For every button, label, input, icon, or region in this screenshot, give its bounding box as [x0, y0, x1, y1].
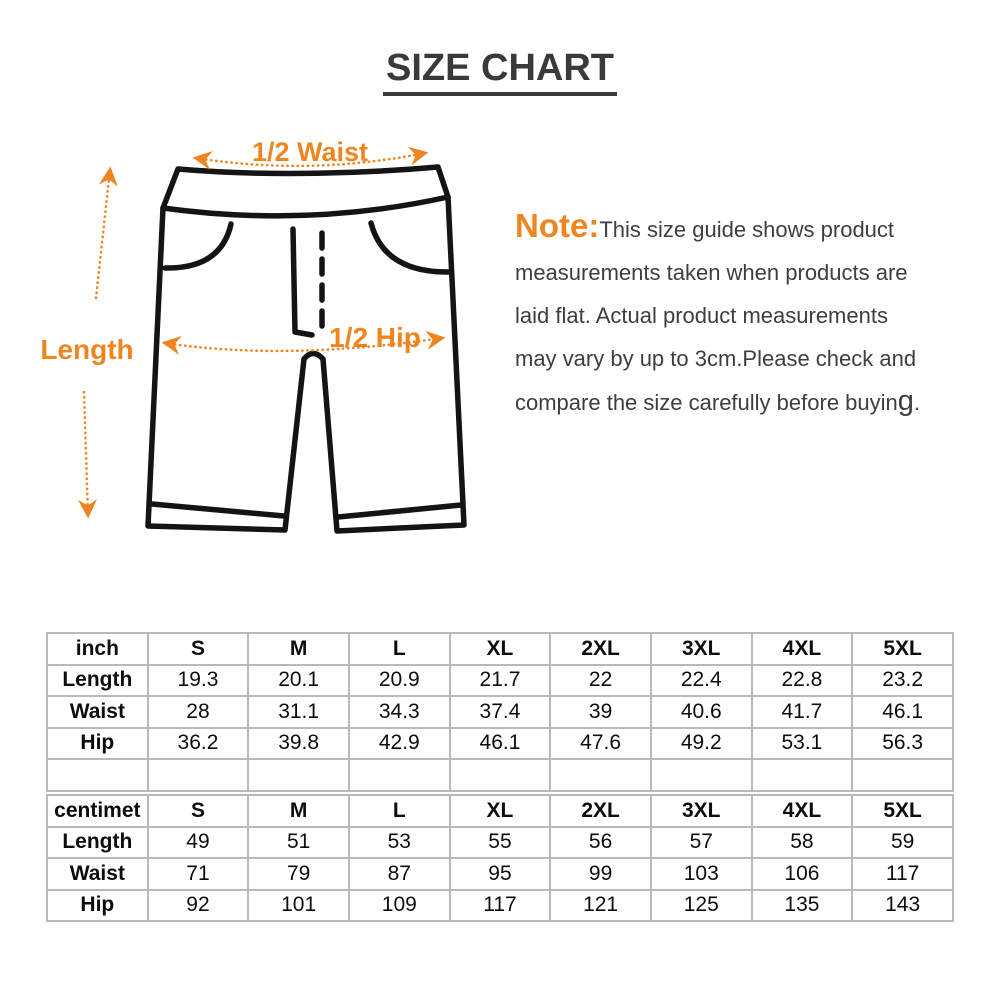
note-line [515, 380, 975, 424]
value-cell: 135 [752, 890, 853, 922]
value-cell: 125 [651, 890, 752, 922]
empty-cell [248, 759, 349, 791]
length-arrow-bottom [84, 392, 88, 515]
value-cell: 46.1 [450, 728, 551, 760]
value-cell: 20.9 [349, 665, 450, 697]
note-text: g [897, 385, 914, 417]
value-cell: 51 [248, 827, 349, 859]
table-empty-row [47, 759, 953, 791]
value-cell: 40.6 [651, 696, 752, 728]
size-header-cell: S [148, 633, 249, 665]
value-cell: 117 [450, 890, 551, 922]
value-cell: 71 [148, 858, 249, 890]
table-row [47, 827, 953, 859]
value-cell: 87 [349, 858, 450, 890]
empty-cell [148, 759, 249, 791]
empty-cell [47, 759, 148, 791]
row-label-cell: Length [47, 827, 148, 859]
value-cell: 39.8 [248, 728, 349, 760]
left-cuff-line [152, 504, 284, 516]
size-header-cell: XL [450, 633, 551, 665]
note-line [515, 204, 975, 251]
value-cell: 22.4 [651, 665, 752, 697]
right-pocket-line [371, 223, 450, 272]
value-cell: 99 [550, 858, 651, 890]
page-title: SIZE CHART [383, 47, 617, 96]
empty-cell [852, 759, 953, 791]
value-cell: 103 [651, 858, 752, 890]
value-cell: 53 [349, 827, 450, 859]
size-header-cell: 4XL [752, 633, 853, 665]
value-cell: 34.3 [349, 696, 450, 728]
table-row [47, 890, 953, 922]
value-cell: 36.2 [148, 728, 249, 760]
table-header-row [47, 795, 953, 827]
unit-cell: inch [47, 633, 148, 665]
value-cell: 53.1 [752, 728, 853, 760]
value-cell: 109 [349, 890, 450, 922]
size-header-cell: 2XL [550, 633, 651, 665]
value-cell: 106 [752, 858, 853, 890]
value-cell: 37.4 [450, 696, 551, 728]
empty-cell [349, 759, 450, 791]
size-header-cell: XL [450, 795, 551, 827]
value-cell: 56.3 [852, 728, 953, 760]
value-cell: 95 [450, 858, 551, 890]
note-line: may vary by up to 3cm.Please check and [515, 346, 917, 371]
size-table-cm [46, 794, 954, 922]
value-cell: 22 [550, 665, 651, 697]
right-cuff-line [338, 505, 461, 517]
value-cell: 42.9 [349, 728, 450, 760]
value-cell: 19.3 [148, 665, 249, 697]
size-header-cell: 5XL [852, 633, 953, 665]
row-label-cell: Hip [47, 890, 148, 922]
row-label-cell: Waist [47, 696, 148, 728]
table-header-row [47, 633, 953, 665]
table-row [47, 665, 953, 697]
waist-label: 1/2 Waist [251, 137, 369, 167]
size-header-cell: 5XL [852, 795, 953, 827]
value-cell: 79 [248, 858, 349, 890]
size-header-cell: L [349, 633, 450, 665]
note-text: compare the size carefully before buyin [515, 390, 898, 415]
size-header-cell: 4XL [752, 795, 853, 827]
note-block [515, 204, 975, 424]
value-cell: 41.7 [752, 696, 853, 728]
size-header-cell: 3XL [651, 633, 752, 665]
hip-label: 1/2 Hip [329, 322, 421, 353]
unit-cell: centimet [47, 795, 148, 827]
value-cell: 28 [148, 696, 249, 728]
empty-cell [752, 759, 853, 791]
table-row [47, 728, 953, 760]
value-cell: 49 [148, 827, 249, 859]
note-heading: Note: [515, 207, 600, 244]
empty-cell [651, 759, 752, 791]
value-cell: 23.2 [852, 665, 953, 697]
size-header-cell: S [148, 795, 249, 827]
length-label: Length [40, 334, 134, 365]
empty-cell [550, 759, 651, 791]
value-cell: 58 [752, 827, 853, 859]
left-pocket-line [165, 224, 231, 268]
row-label-cell: Hip [47, 728, 148, 760]
value-cell: 143 [852, 890, 953, 922]
value-cell: 39 [550, 696, 651, 728]
row-label-cell: Waist [47, 858, 148, 890]
value-cell: 46.1 [852, 696, 953, 728]
value-cell: 59 [852, 827, 953, 859]
note-text: This size guide shows product [599, 217, 895, 242]
value-cell: 101 [248, 890, 349, 922]
value-cell: 31.1 [248, 696, 349, 728]
size-header-cell: M [248, 633, 349, 665]
value-cell: 56 [550, 827, 651, 859]
empty-cell [450, 759, 551, 791]
value-cell: 55 [450, 827, 551, 859]
value-cell: 57 [651, 827, 752, 859]
table-row [47, 696, 953, 728]
value-cell: 22.8 [752, 665, 853, 697]
value-cell: 21.7 [450, 665, 551, 697]
value-cell: 121 [550, 890, 651, 922]
length-arrow-top [96, 170, 110, 298]
size-table-inch [46, 632, 954, 792]
size-header-cell: M [248, 795, 349, 827]
value-cell: 20.1 [248, 665, 349, 697]
value-cell: 47.6 [550, 728, 651, 760]
waistband-line [163, 197, 448, 216]
size-header-cell: L [349, 795, 450, 827]
fly-line [293, 229, 312, 335]
note-line: measurements taken when products are [515, 260, 908, 285]
value-cell: 92 [148, 890, 249, 922]
shorts-diagram [30, 115, 500, 560]
size-header-cell: 2XL [550, 795, 651, 827]
size-header-cell: 3XL [651, 795, 752, 827]
value-cell: 49.2 [651, 728, 752, 760]
value-cell: 117 [852, 858, 953, 890]
table-row [47, 858, 953, 890]
note-line: laid flat. Actual product measurements [515, 303, 888, 328]
note-text: . [913, 390, 921, 415]
row-label-cell: Length [47, 665, 148, 697]
